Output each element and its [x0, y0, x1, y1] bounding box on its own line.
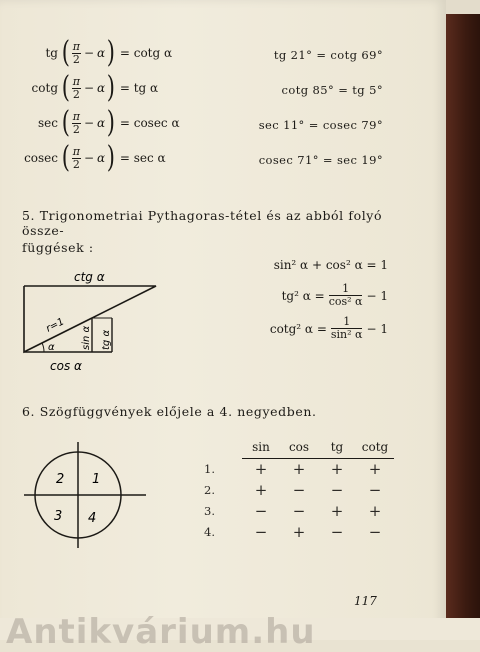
formula-row: sec ( $\frac{\pi}{2}$ − α ) = cosec α	[0, 106, 180, 140]
col-header-sin: sin	[242, 440, 280, 459]
pythagoras-identities	[230, 256, 388, 341]
label-alpha: α	[48, 342, 55, 353]
section-6-heading: 6. Szögfüggvények előjele a 4. negyedben.	[22, 404, 317, 419]
section-5-heading	[22, 208, 422, 255]
col-header-cotg: cotg	[356, 440, 394, 459]
sign-cell: +	[254, 481, 268, 499]
formula-row: cosec ( $\frac{\pi}{2}$ − α ) = sec α	[0, 141, 180, 175]
label-radius: r=1	[44, 316, 67, 335]
sign-cell: +	[254, 460, 268, 478]
table-row	[204, 501, 394, 522]
sign-cell: −	[330, 523, 344, 541]
sign-cell: +	[368, 460, 382, 478]
sign-cell: −	[254, 523, 268, 541]
example-line: cotg 85° = tg 5°	[281, 83, 383, 97]
quadrant-2-label: 2	[56, 472, 65, 487]
identity-tg: tg² α = $\frac{1}{\text{cos² α}}$ − 1	[281, 282, 388, 308]
sign-cell: +	[292, 460, 306, 478]
table-row	[204, 480, 394, 501]
identity-cotg: cotg² α = $\frac{1}{\text{sin² α}}$ − 1	[269, 315, 388, 341]
label-cos: cos α	[50, 359, 82, 373]
sign-cell: −	[292, 481, 306, 499]
sign-cell: −	[292, 502, 306, 520]
formula-row: cotg ( $\frac{\pi}{2}$ − α ) = tg α	[0, 71, 180, 105]
formula-result: cosec α	[133, 116, 180, 130]
fraction: $\frac{\pi}{2}$	[72, 39, 80, 66]
sign-table	[204, 440, 394, 543]
page-edge	[446, 0, 480, 14]
page-number: 117	[354, 594, 377, 608]
cofunction-formulas	[0, 36, 180, 175]
formula-result: cotg α	[133, 46, 173, 60]
row-label: 2.	[204, 483, 215, 497]
sign-cell: −	[368, 523, 382, 541]
col-header-tg: tg	[318, 440, 356, 459]
formula-result: tg α	[133, 81, 159, 95]
book-spine	[446, 14, 480, 628]
quadrant-diagram	[22, 440, 152, 550]
function-name: sec	[38, 116, 58, 130]
identity-sin-cos: sin² α + cos² α = 1	[273, 258, 388, 272]
formula-row: tg ( $\frac{\pi}{2}$ − α ) = cotg α	[0, 36, 180, 70]
function-name: cosec	[24, 151, 58, 165]
heading-line: 5. Trigonometriai Pythagoras-tétel és az abból folyó össze-	[22, 208, 383, 238]
row-label: 1.	[204, 461, 215, 476]
watermark: Antikvárium.hu	[6, 612, 316, 652]
angle-arc	[42, 343, 44, 352]
row-label: 4.	[204, 525, 215, 539]
label-ctg: ctg α	[74, 270, 105, 284]
function-name: tg	[45, 46, 58, 60]
quadrant-3-label: 3	[54, 509, 63, 524]
quadrant-4-label: 4	[88, 511, 97, 526]
unit-triangle-diagram	[14, 266, 164, 376]
formula-result: sec α	[133, 151, 166, 165]
fraction: $\frac{\pi}{2}$	[72, 144, 80, 171]
sign-cell: +	[368, 502, 382, 520]
example-line: tg 21° = cotg 69°	[273, 48, 383, 62]
row-label: 3.	[204, 504, 215, 518]
example-line: sec 11° = cosec 79°	[258, 118, 383, 132]
example-line: cosec 71° = sec 19°	[258, 153, 383, 167]
sign-cell: −	[254, 502, 268, 520]
cofunction-examples	[253, 48, 383, 188]
quadrant-1-label: 1	[92, 472, 101, 487]
label-tg: tg α	[101, 329, 112, 350]
sign-cell: +	[330, 460, 344, 478]
fraction: $\frac{\pi}{2}$	[72, 109, 80, 136]
label-sin: sin α	[81, 325, 92, 350]
sign-cell: −	[330, 481, 344, 499]
fraction: $\frac{\pi}{2}$	[72, 74, 80, 101]
sign-cell: +	[330, 502, 344, 520]
table-row	[204, 459, 394, 481]
col-header-cos: cos	[280, 440, 318, 459]
heading-line: függések :	[22, 240, 94, 255]
table-row	[204, 522, 394, 543]
function-name: cotg	[31, 81, 58, 95]
sign-cell: −	[368, 481, 382, 499]
sign-cell: +	[292, 523, 306, 541]
